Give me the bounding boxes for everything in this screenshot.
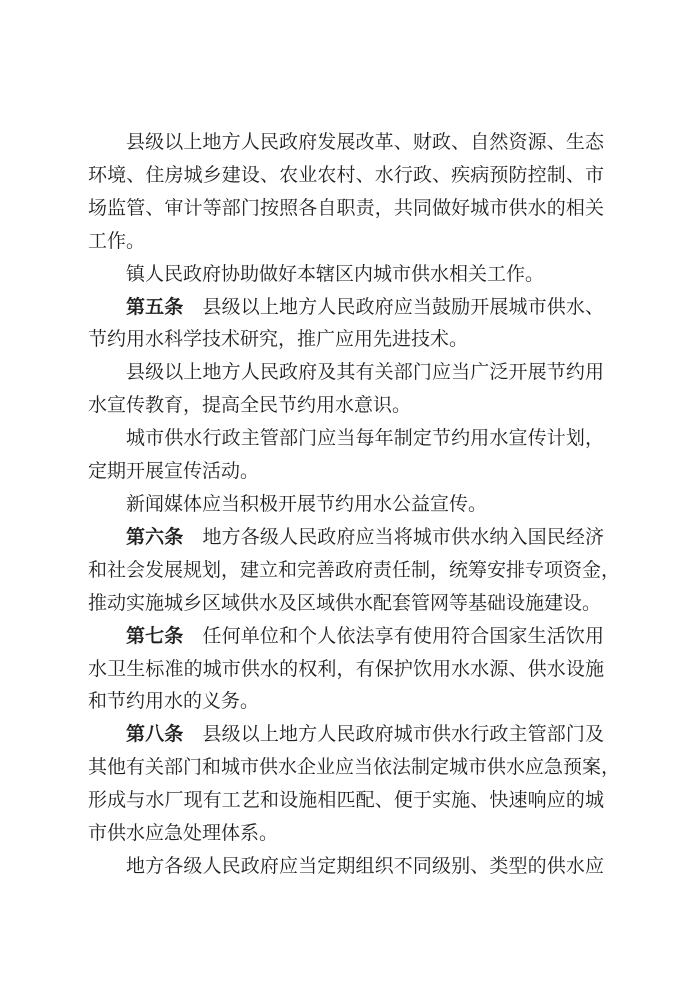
text-line — [88, 357, 604, 390]
paragraph-news-media — [88, 489, 604, 522]
text-line — [88, 456, 604, 489]
text-segment: 县级以上地方人民政府发展改革、财政、自然资源、生态 — [126, 132, 604, 153]
paragraph-article-6 — [88, 522, 621, 621]
text-line — [88, 423, 604, 456]
paragraph-water-saving-education — [88, 357, 604, 423]
text-line — [88, 324, 604, 357]
text-line — [88, 752, 621, 785]
text-line — [88, 127, 604, 160]
article-number: 第八条 — [126, 724, 184, 746]
text-segment: 和节约用水的义务。 — [88, 691, 260, 713]
text-segment: 工作。 — [88, 230, 146, 252]
text-line — [88, 160, 604, 193]
text-segment: 任何单位和个人依法享有使用符合国家生活饮用 — [183, 625, 604, 647]
text-line — [88, 489, 604, 522]
text-line — [88, 226, 604, 259]
text-segment: 定期开展宣传活动。 — [88, 461, 260, 483]
text-line — [88, 390, 604, 423]
text-segment: 地方各级人民政府应当将城市供水纳入国民经济 — [183, 526, 604, 548]
text-segment: 推动实施城乡区域供水及区域供水配套管网等基础设施建设。 — [88, 592, 602, 614]
paragraph-town-government — [88, 259, 604, 292]
text-line — [88, 785, 604, 818]
text-line — [88, 588, 604, 621]
paragraph-annual-publicity-plan — [88, 423, 604, 489]
document-body — [88, 127, 621, 884]
text-line — [88, 522, 604, 555]
text-line — [88, 259, 604, 292]
text-segment: 水卫生标准的城市供水的权利，有保护饮用水水源、供水设施 — [88, 658, 604, 680]
text-segment: 场监管、审计等部门按照各自职责，共同做好城市供水的相关 — [88, 197, 604, 219]
text-segment: 新闻媒体应当积极开展节约用水公益宣传。 — [126, 493, 488, 515]
paragraph-emergency-drills — [88, 851, 604, 884]
text-segment: 水宣传教育，提高全民节约用水意识。 — [88, 395, 412, 417]
text-segment: 县级以上地方人民政府应当鼓励开展城市供水、 — [183, 296, 604, 318]
article-number: 第七条 — [126, 625, 184, 647]
article-number: 第五条 — [126, 296, 184, 318]
text-segment: 地方各级人民政府应当定期组织不同级别、类型的供水应 — [126, 855, 604, 877]
paragraph-article-5 — [88, 292, 604, 358]
text-segment: 节约用水科学技术研究，推广应用先进技术。 — [88, 329, 469, 351]
text-line — [88, 292, 604, 325]
text-line — [88, 654, 604, 687]
text-segment: 市供水应急处理体系。 — [88, 823, 279, 845]
text-line — [88, 851, 604, 884]
paragraph-article-7 — [88, 621, 604, 720]
text-line — [88, 818, 604, 851]
article-number: 第六条 — [126, 526, 184, 548]
text-line — [88, 686, 604, 719]
text-line — [88, 719, 604, 752]
text-segment: 城市供水行政主管部门应当每年制定节约用水宣传计划， — [126, 428, 604, 450]
text-line — [88, 555, 621, 588]
text-line — [88, 193, 604, 226]
text-segment: 环境、住房城乡建设、农业农村、水行政、疾病预防控制、市 — [88, 164, 604, 186]
text-segment: 镇人民政府协助做好本辖区内城市供水相关工作。 — [126, 263, 545, 285]
text-segment: 其他有关部门和城市供水企业应当依法制定城市供水应急预案， — [88, 757, 621, 779]
text-segment: 县级以上地方人民政府及其有关部门应当广泛开展节约用 — [126, 362, 604, 384]
text-line — [88, 621, 604, 654]
paragraph-departments-duties — [88, 127, 604, 259]
text-segment: 形成与水厂现有工艺和设施相匹配、便于实施、快速响应的城 — [88, 790, 604, 812]
paragraph-article-8 — [88, 719, 621, 851]
text-segment: 县级以上地方人民政府城市供水行政主管部门及 — [183, 724, 604, 746]
text-segment: 和社会发展规划，建立和完善政府责任制，统筹安排专项资金， — [88, 559, 621, 581]
